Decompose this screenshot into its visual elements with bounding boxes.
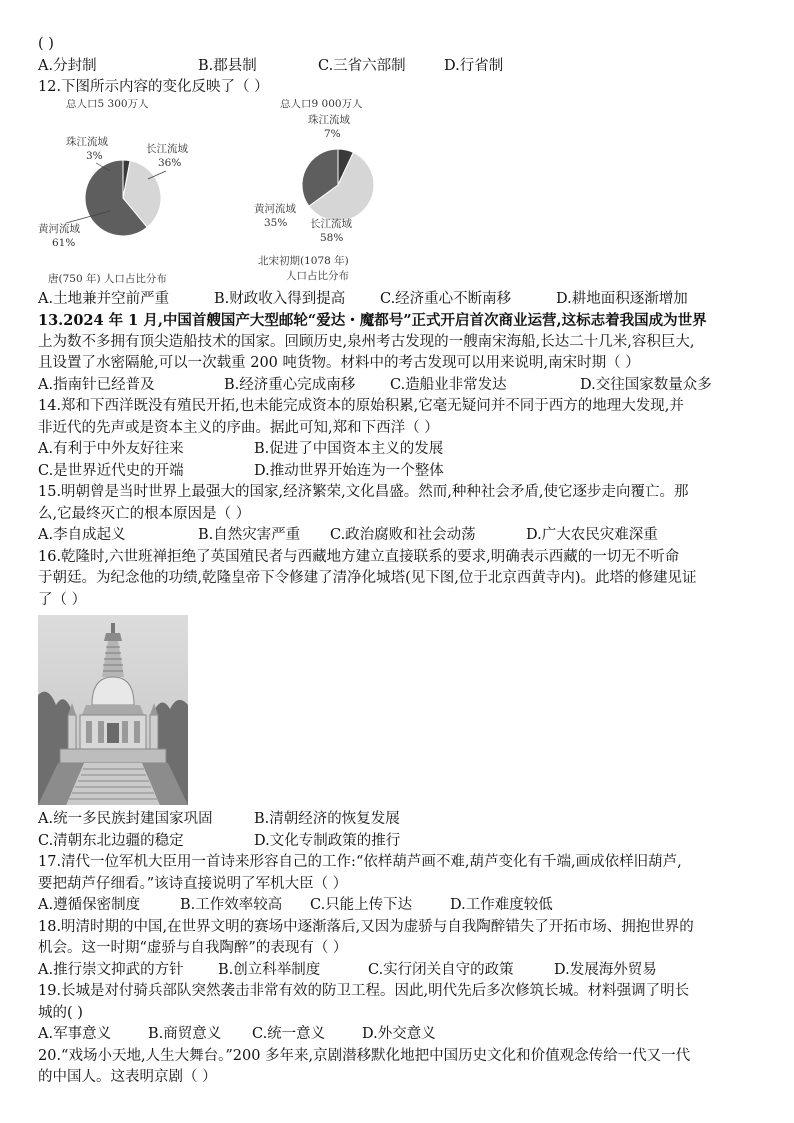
q14-options-row2: [38, 461, 760, 483]
q18-line-2: 机会。这一时期“虚骄与自我陶醉”的表现有（ ）: [38, 940, 348, 956]
q13-option-b[interactable]: B.经济重心完成南移: [224, 376, 356, 393]
q13-option-d[interactable]: D.交往国家数量众多: [580, 376, 712, 393]
q16-options-row1: [38, 809, 760, 831]
q15-line-2: 么,它最终灭亡的根本原因是（ ）: [38, 505, 251, 522]
q16-option-c[interactable]: C.清朝东北边疆的稳定: [38, 832, 184, 849]
q13-option-a[interactable]: A.指南针已经普及: [38, 376, 155, 393]
pie-right-changjiang-pct: 58%: [320, 231, 344, 244]
q17-options: [38, 895, 760, 917]
q17-option-b[interactable]: B.工作效率较高: [180, 897, 283, 913]
q13-options: [38, 375, 760, 397]
q13-option-c[interactable]: C.造船业非常发达: [390, 376, 507, 393]
q14-option-a[interactable]: A.有利于中外友好往来: [38, 441, 184, 457]
q13-line-1: 13.2024 年 1 月,中国首艘国产大型邮轮“爱达・魔都号”正式开启首次商业运营,这标志着我国成为世界: [38, 312, 707, 329]
q11-option-b[interactable]: B.郡县制: [198, 57, 257, 74]
q11-bracket: ( ): [38, 36, 54, 52]
q16-options-row2: [38, 831, 760, 853]
pie-right-zhujiang-label: 珠江流域: [308, 113, 350, 126]
pie-left-zhujiang-pct: 3%: [86, 149, 103, 162]
q15-options: [38, 525, 760, 547]
q18-option-b[interactable]: B.创立科举制度: [218, 961, 321, 978]
q12-option-b[interactable]: B.财政收入得到提高: [214, 290, 346, 307]
q19-option-c[interactable]: C.统一意义: [252, 1026, 326, 1042]
pie-right-huanghe-label: 黄河流域: [254, 202, 296, 215]
q19-option-b[interactable]: B.商贸意义: [148, 1026, 222, 1042]
pie-right-total: 总人口9 000万人: [280, 98, 363, 110]
q16-line-3: 了（ ）: [38, 591, 87, 608]
population-pie-charts: [38, 99, 760, 289]
pie-right-zhujiang-pct: 7%: [324, 127, 341, 140]
pie-svg: [38, 99, 398, 289]
pie-left-zhujiang-label: 珠江流域: [66, 135, 108, 148]
q19-option-a[interactable]: A.军事意义: [38, 1026, 112, 1042]
qingjinghuacheng-pagoda-photo: [38, 615, 188, 805]
pie-right-huanghe-pct: 35%: [264, 216, 288, 229]
q15-option-d[interactable]: D.广大农民灾难深重: [526, 527, 658, 543]
q20-line-1: 20.“戏场小天地,人生大舞台。”200 多年来,京剧潜移默化地把中国历史文化和价值观念传给一代又一代: [38, 1047, 691, 1064]
pie-right-caption: 北宋初期(1078 年): [258, 254, 349, 267]
q16-line-1: 16.乾隆时,六世班禅拒绝了英国殖民者与西藏地方建立直接联系的要求,明确表示西藏的一切无不听命: [38, 548, 680, 565]
q17-line-2: 要把葫芦仔细看。”该诗直接说明了军机大臣（ ）: [38, 875, 348, 892]
q14-line-1: 14.郑和下西洋既没有殖民开拓,也未能完成资本的原始积累,它毫无疑问并不同于西方的地理大发现,并: [38, 398, 684, 414]
q17-option-c[interactable]: C.只能上传下达: [310, 897, 413, 913]
q14-option-c[interactable]: C.是世界近代史的开端: [38, 462, 184, 479]
pie-left-huanghe-label: 黄河流域: [38, 222, 80, 235]
q19-line-2: 城的( ): [38, 1004, 83, 1021]
pie-left-total: 总人口5 300万人: [66, 98, 149, 110]
q16-option-d[interactable]: D.文化专制政策的推行: [254, 832, 401, 849]
q18-options: [38, 960, 760, 982]
q12-option-d[interactable]: D.耕地面积逐渐增加: [556, 290, 688, 307]
pie-song: [302, 149, 374, 221]
pie-left-huanghe-pct: 61%: [52, 236, 76, 249]
q15-option-b[interactable]: B.自然灾害严重: [198, 527, 301, 543]
q16-option-b[interactable]: B.清朝经济的恢复发展: [254, 811, 400, 827]
pie-right-changjiang-label: 长江流域: [310, 217, 352, 230]
pie-right-caption2: 人口占比分布: [286, 269, 349, 282]
q19-option-d[interactable]: D.外交意义: [362, 1026, 436, 1042]
q18-option-a[interactable]: A.推行崇文抑武的方针: [38, 961, 184, 978]
q15-option-a[interactable]: A.李自成起义: [38, 527, 126, 543]
q18-option-c[interactable]: C.实行闭关自守的政策: [368, 961, 514, 978]
q15-option-c[interactable]: C.政治腐败和社会动荡: [330, 527, 476, 543]
q14-line-2: 非近代的先声或是资本主义的序曲。据此可知,郑和下西洋（ ）: [38, 419, 439, 436]
q17-option-a[interactable]: A.遵循保密制度: [38, 897, 141, 913]
q16-option-a[interactable]: A.统一多民族封建国家巩固: [38, 811, 213, 827]
q15-line-1: 15.明朝曾是当时世界上最强大的国家,经济繁荣,文化昌盛。然而,种种社会矛盾,使它逐步走向覆亡。那: [38, 484, 689, 500]
q16-line-2: 于朝廷。为纪念他的功绩,乾隆皇帝下令修建了清净化城塔(见下图,位于北京西黄寺内)。此塔的修建见证: [38, 570, 697, 586]
q11-option-c[interactable]: C.三省六部制: [318, 57, 406, 74]
q12-option-a[interactable]: A.土地兼并空前严重: [38, 290, 170, 307]
pagoda-image: [38, 615, 188, 805]
pie-left-changjiang-label: 长江流域: [146, 142, 188, 155]
exam-page: [38, 34, 760, 1089]
q18-line-1: 18.明清时期的中国,在世界文明的赛场中逐渐落后,又因为虚骄与自我陶醉错失了开拓市场、拥抱世界的: [38, 918, 694, 935]
q11-option-a[interactable]: A.分封制: [38, 57, 97, 74]
q14-option-b[interactable]: B.促进了中国资本主义的发展: [254, 441, 444, 457]
q13-line-3: 且设置了水密隔舱,可以一次载重 200 吨货物。材料中的考古发现可以用来说明,南宋时期（ ）: [38, 355, 640, 371]
q12-stem: 12.下图所示内容的变化反映了（ ）: [38, 79, 269, 95]
q19-options: [38, 1024, 760, 1046]
q18-option-d[interactable]: D.发展海外贸易: [554, 961, 657, 978]
q11-options: [38, 56, 760, 78]
pie-left-caption: 唐(750 年) 人口占比分布: [48, 272, 167, 285]
q17-line-1: 17.清代一位军机大臣用一首诗来形容自己的工作:“依样葫芦画不难,葫芦变化有千端,画成依样旧葫芦,: [38, 854, 682, 870]
q11-option-d[interactable]: D.行省制: [444, 57, 504, 74]
q14-options-row1: [38, 439, 760, 461]
q13-line-2: 上为数不多拥有顶尖造船技术的国家。回顾历史,泉州考古发现的一艘南宋海船,长达二十几米,容积巨大,: [38, 333, 695, 350]
pie-left-changjiang-pct: 36%: [158, 156, 182, 169]
q14-option-d[interactable]: D.推动世界开始连为一个整体: [254, 462, 444, 479]
pie-tang: [85, 160, 161, 236]
q12-option-c[interactable]: C.经济重心不断南移: [380, 290, 512, 307]
q20-line-2: 的中国人。这表明京剧（ ）: [38, 1069, 217, 1085]
q17-option-d[interactable]: D.工作难度较低: [450, 897, 553, 913]
q12-options: [38, 289, 760, 311]
q19-line-1: 19.长城是对付骑兵部队突然袭击非常有效的防卫工程。因此,明代先后多次修筑长城。材料强调了明长: [38, 983, 690, 999]
